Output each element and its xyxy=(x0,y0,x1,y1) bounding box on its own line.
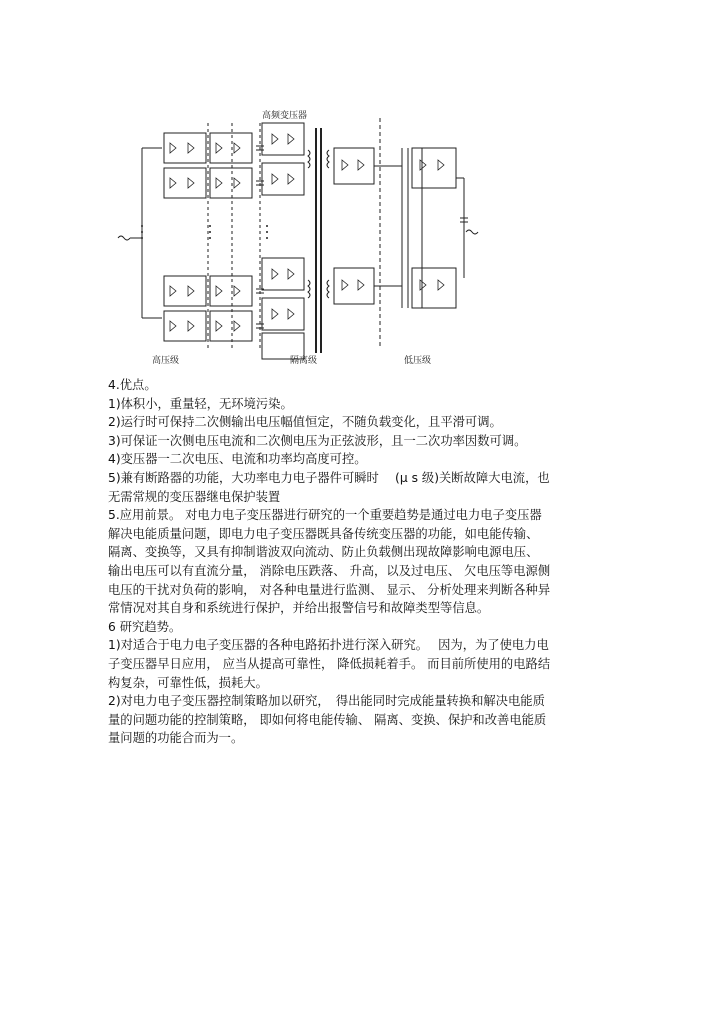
text-line: 1)体积小，重量轻，无环境污染。 xyxy=(108,396,293,411)
circuit-diagram xyxy=(112,108,480,370)
body-text xyxy=(108,376,608,748)
text-line: 隔离、变换等，又具有抑制谐波双向流动、防止负载侧出现故障影响电源电压、 xyxy=(108,545,539,560)
text-line: 构复杂，可靠性低，损耗大。 xyxy=(108,675,268,690)
text-line: 2)对电力电子变压器控制策略加以研究， 得出能同时完成能量转换和解决电能质 xyxy=(108,694,545,709)
text-line: 4.优点。 xyxy=(108,378,157,392)
text-line: 5)兼有断路器的功能，大功率电力电子器件可瞬时 (μ s 级)关断故障大电流，也 xyxy=(108,470,550,485)
text-line: 1)对适合于电力电子变压器的各种电路拓扑进行深入研究。 因为，为了使电力电 xyxy=(108,638,549,653)
label-low-voltage-stage: 低压级 xyxy=(404,356,432,366)
text-line: 常情况对其自身和系统进行保护，并给出报警信号和故障类型等信息。 xyxy=(108,601,490,616)
text-line: 子变压器早日应用， 应当从提高可靠性， 降低损耗着手。 而目前所使用的电路结 xyxy=(108,656,551,671)
text-line: 量的问题功能的控制策略， 即如何将电能传输、 隔离、变换、保护和改善电能质 xyxy=(108,712,547,727)
text-line: 无需常规的变压器继电保护装置 xyxy=(108,489,281,504)
label-high-voltage-stage: 高压级 xyxy=(152,356,180,366)
text-line: 解决电能质量问题，即电力电子变压器既具备传统变压器的功能，如电能传输、 xyxy=(108,526,539,541)
text-line: 4)变压器一二次电压、电流和功率均高度可控。 xyxy=(108,452,367,467)
text-line: 5.应用前景。 对电力电子变压器进行研究的一个重要趋势是通过电力电子变压器 xyxy=(108,508,542,523)
text-line: 电压的干扰对负荷的影响， 对各种电量进行监测、 显示、 分析处理来判断各种异 xyxy=(108,582,551,597)
text-line: 6 研究趋势。 xyxy=(108,619,182,634)
text-line: 3)可保证一次侧电压电流和二次侧电压为正弦波形，且一二次功率因数可调。 xyxy=(108,433,527,448)
text-line: 2)运行时可保持二次侧输出电压幅值恒定，不随负载变化，且平滑可调。 xyxy=(108,415,502,430)
label-isolation-stage: 隔离级 xyxy=(290,356,318,366)
text-line: 输出电压可以有直流分量， 消除电压跌落、 升高，以及过电压、 欠电压等电源侧 xyxy=(108,563,551,578)
label-transformer: 高频变压器 xyxy=(262,111,308,121)
text-line: 量问题的功能合而为一。 xyxy=(108,731,244,746)
